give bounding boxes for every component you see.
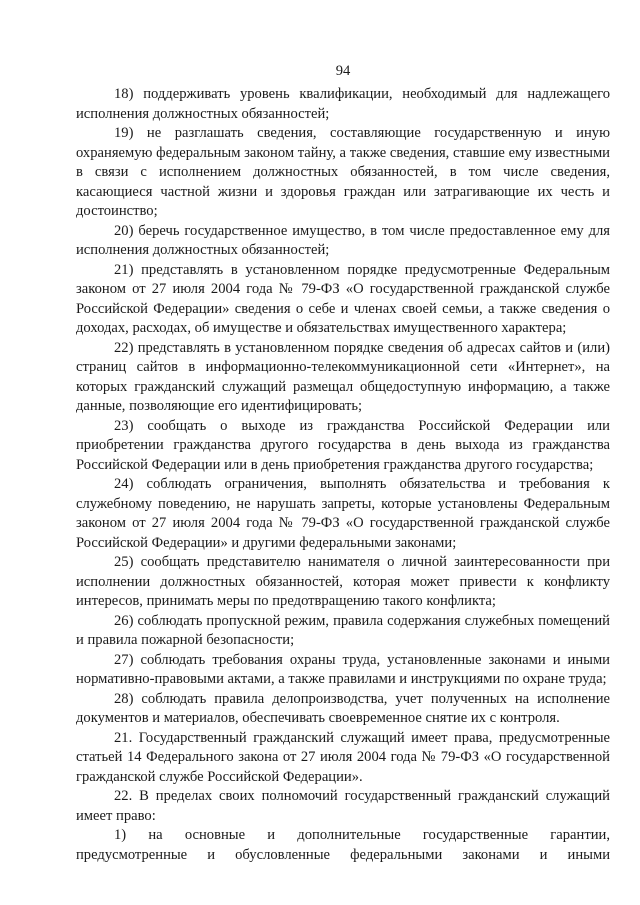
paragraph-item-18: 18) поддерживать уровень квалификации, необходимый для надлежащего исполнения должностных обязанностей;	[76, 86, 610, 122]
section-21-paragraph: 21. Государственный гражданский служащий имеет права, предусмотренные статьей 14 Федерального закона от 27 июля 2004 года № 79-ФЗ «О государственной гражданской службе Российской Федерации».	[76, 729, 610, 785]
paragraph-item-26: 26) соблюдать пропускной режим, правила содержания служебных помещений и правила пожарной безопасности;	[76, 612, 610, 648]
paragraph-item-21: 21) представлять в установленном порядке предусмотренные Федеральным законом от 27 июля 2004 года № 79-ФЗ «О государственной гражданской службе Российской Федерации» сведения о себе и членах своей семьи, а также сведения о доходах, расходах, об имуществе и обязательствах имущественного характера;	[76, 261, 610, 336]
paragraph-item-23: 23) сообщать о выходе из гражданства Российской Федерации или приобретении гражданства другого государства в день выхода из гражданства Российской Федерации или в день приобретения гражданства другого государства;	[76, 417, 610, 473]
document-body	[76, 85, 610, 865]
paragraph-item-28: 28) соблюдать правила делопроизводства, учет полученных на исполнение документов и материалов, обеспечивать своевременное снятие их с контроля.	[76, 690, 610, 726]
paragraph-item-24: 24) соблюдать ограничения, выполнять обязательства и требования к служебному поведению, не нарушать запреты, которые установлены Федеральным законом от 27 июля 2004 года № 79-ФЗ «О государственной гражданской службе Российской Федерации» и другими федеральными законами;	[76, 476, 610, 551]
page-number: 94	[335, 63, 351, 79]
paragraph-item-25: 25) сообщать представителю нанимателя о личной заинтересованности при исполнении должностных обязанностей, которая может привести к конфликту интересов, принимать меры по предотвращению такого конфликта;	[76, 554, 610, 609]
right-item-1: 1) на основные и дополнительные государственные гарантии, предусмотренные и обусловленные федеральными законами и иными	[76, 827, 610, 863]
paragraph-item-27: 27) соблюдать требования охраны труда, установленные законами и иными нормативно-правовыми актами, а также правилами и инструкциями по охране труда;	[76, 651, 610, 687]
paragraph-item-20: 20) беречь государственное имущество, в том числе предоставленное ему для исполнения должностных обязанностей;	[76, 222, 610, 258]
paragraph-item-22: 22) представлять в установленном порядке сведения об адресах сайтов и (или) страниц сайтов в информационно-телекоммуникационной сети «Интернет», на которых гражданский служащий размещал общедоступную информацию, а также данные, позволяющие его идентифицировать;	[76, 339, 610, 414]
section-22-paragraph: 22. В пределах своих полномочий государственный гражданский служащий имеет право:	[76, 788, 610, 824]
paragraph-item-19: 19) не разглашать сведения, составляющие государственную и иную охраняемую федеральным законом тайну, а также сведения, ставшие ему известными в связи с исполнением должностных обязанностей, в том числе сведения, касающиеся частной жизни и здоровья граждан или затрагивающие их честь и достоинство;	[76, 125, 610, 219]
